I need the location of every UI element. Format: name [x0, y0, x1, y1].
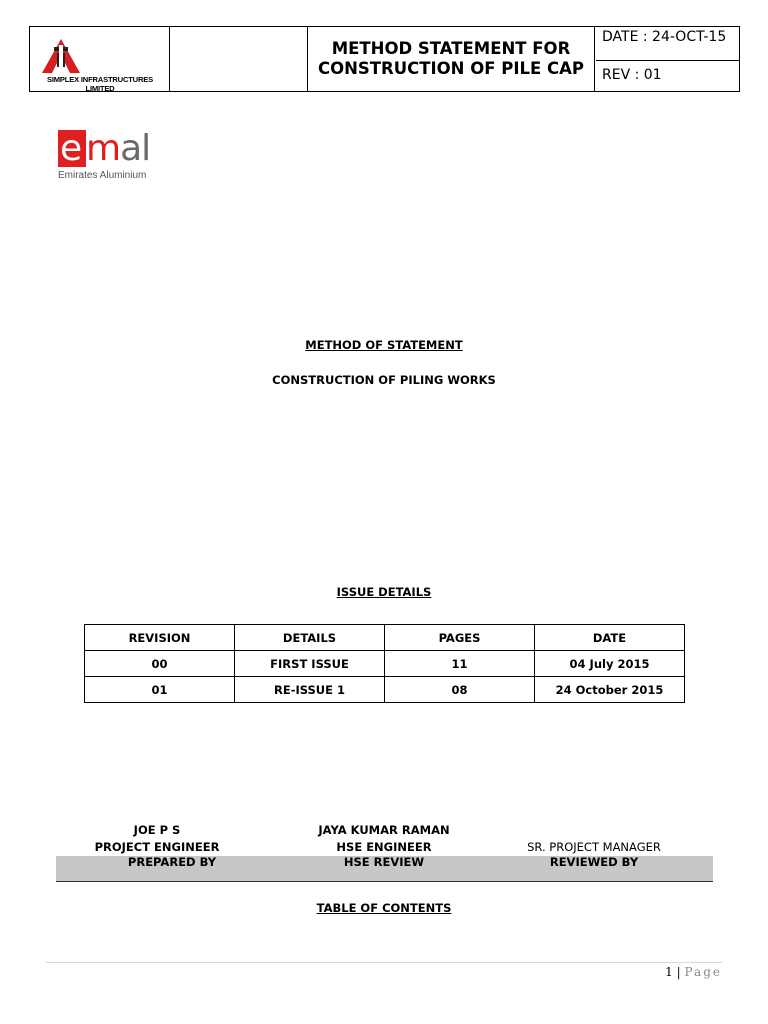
emal-logo: e mal Emirates Aluminium: [58, 128, 151, 181]
hse-review-name: JAYA KUMAR RAMAN: [318, 823, 450, 837]
reviewed-by-label: REVIEWED BY: [549, 855, 639, 869]
prepared-by-name: JOE P S: [133, 823, 181, 837]
table-cell: RE-ISSUE 1: [235, 677, 385, 703]
hse-review-role: HSE ENGINEER: [336, 840, 432, 854]
page-separator: |: [676, 965, 681, 979]
document-header: [29, 26, 740, 92]
page-label: Page: [684, 965, 722, 979]
emal-logo-subtitle: Emirates Aluminium: [58, 170, 147, 181]
table-cell: FIRST ISSUE: [235, 651, 385, 677]
table-row: [85, 677, 685, 703]
simplex-logo-icon: [42, 39, 80, 73]
prepared-by-label: PREPARED BY: [127, 855, 217, 869]
table-row: [85, 651, 685, 677]
subject-heading: CONSTRUCTION OF PILING WORKS: [272, 373, 496, 387]
footer-divider: [46, 962, 722, 963]
table-cell: 04 July 2015: [535, 651, 685, 677]
table-cell: 24 October 2015: [535, 677, 685, 703]
company-logo-cell: [30, 27, 170, 91]
issue-details-heading: ISSUE DETAILS: [336, 585, 432, 599]
issue-details-table: [84, 624, 685, 703]
table-of-contents-heading: TABLE OF CONTENTS: [316, 901, 452, 915]
page-number: 1: [665, 965, 673, 979]
document-title: METHOD STATEMENT FOR CONSTRUCTION OF PILE CAP: [308, 27, 595, 91]
table-header-row: [85, 625, 685, 651]
prepared-by-role: PROJECT ENGINEER: [94, 840, 220, 854]
table-cell: 11: [385, 651, 535, 677]
method-of-statement-heading: METHOD OF STATEMENT: [305, 338, 463, 352]
table-header-cell: REVISION: [85, 625, 235, 651]
company-name: SIMPLEX INFRASTRUCTURES LIMITED: [47, 75, 153, 93]
blank-cell: [169, 27, 308, 91]
table-cell: 01: [85, 677, 235, 703]
table-cell: 00: [85, 651, 235, 677]
reviewed-by-role: SR. PROJECT MANAGER: [527, 840, 661, 854]
document-date: DATE : 24-OCT-15: [596, 27, 740, 61]
table-header-cell: PAGES: [385, 625, 535, 651]
table-cell: 08: [385, 677, 535, 703]
table-header-cell: DATE: [535, 625, 685, 651]
hse-review-label: HSE REVIEW: [343, 855, 425, 869]
table-header-cell: DETAILS: [235, 625, 385, 651]
emal-logo-mark: e: [58, 130, 86, 167]
page-footer: [665, 965, 722, 979]
document-revision: REV : 01: [602, 67, 662, 83]
